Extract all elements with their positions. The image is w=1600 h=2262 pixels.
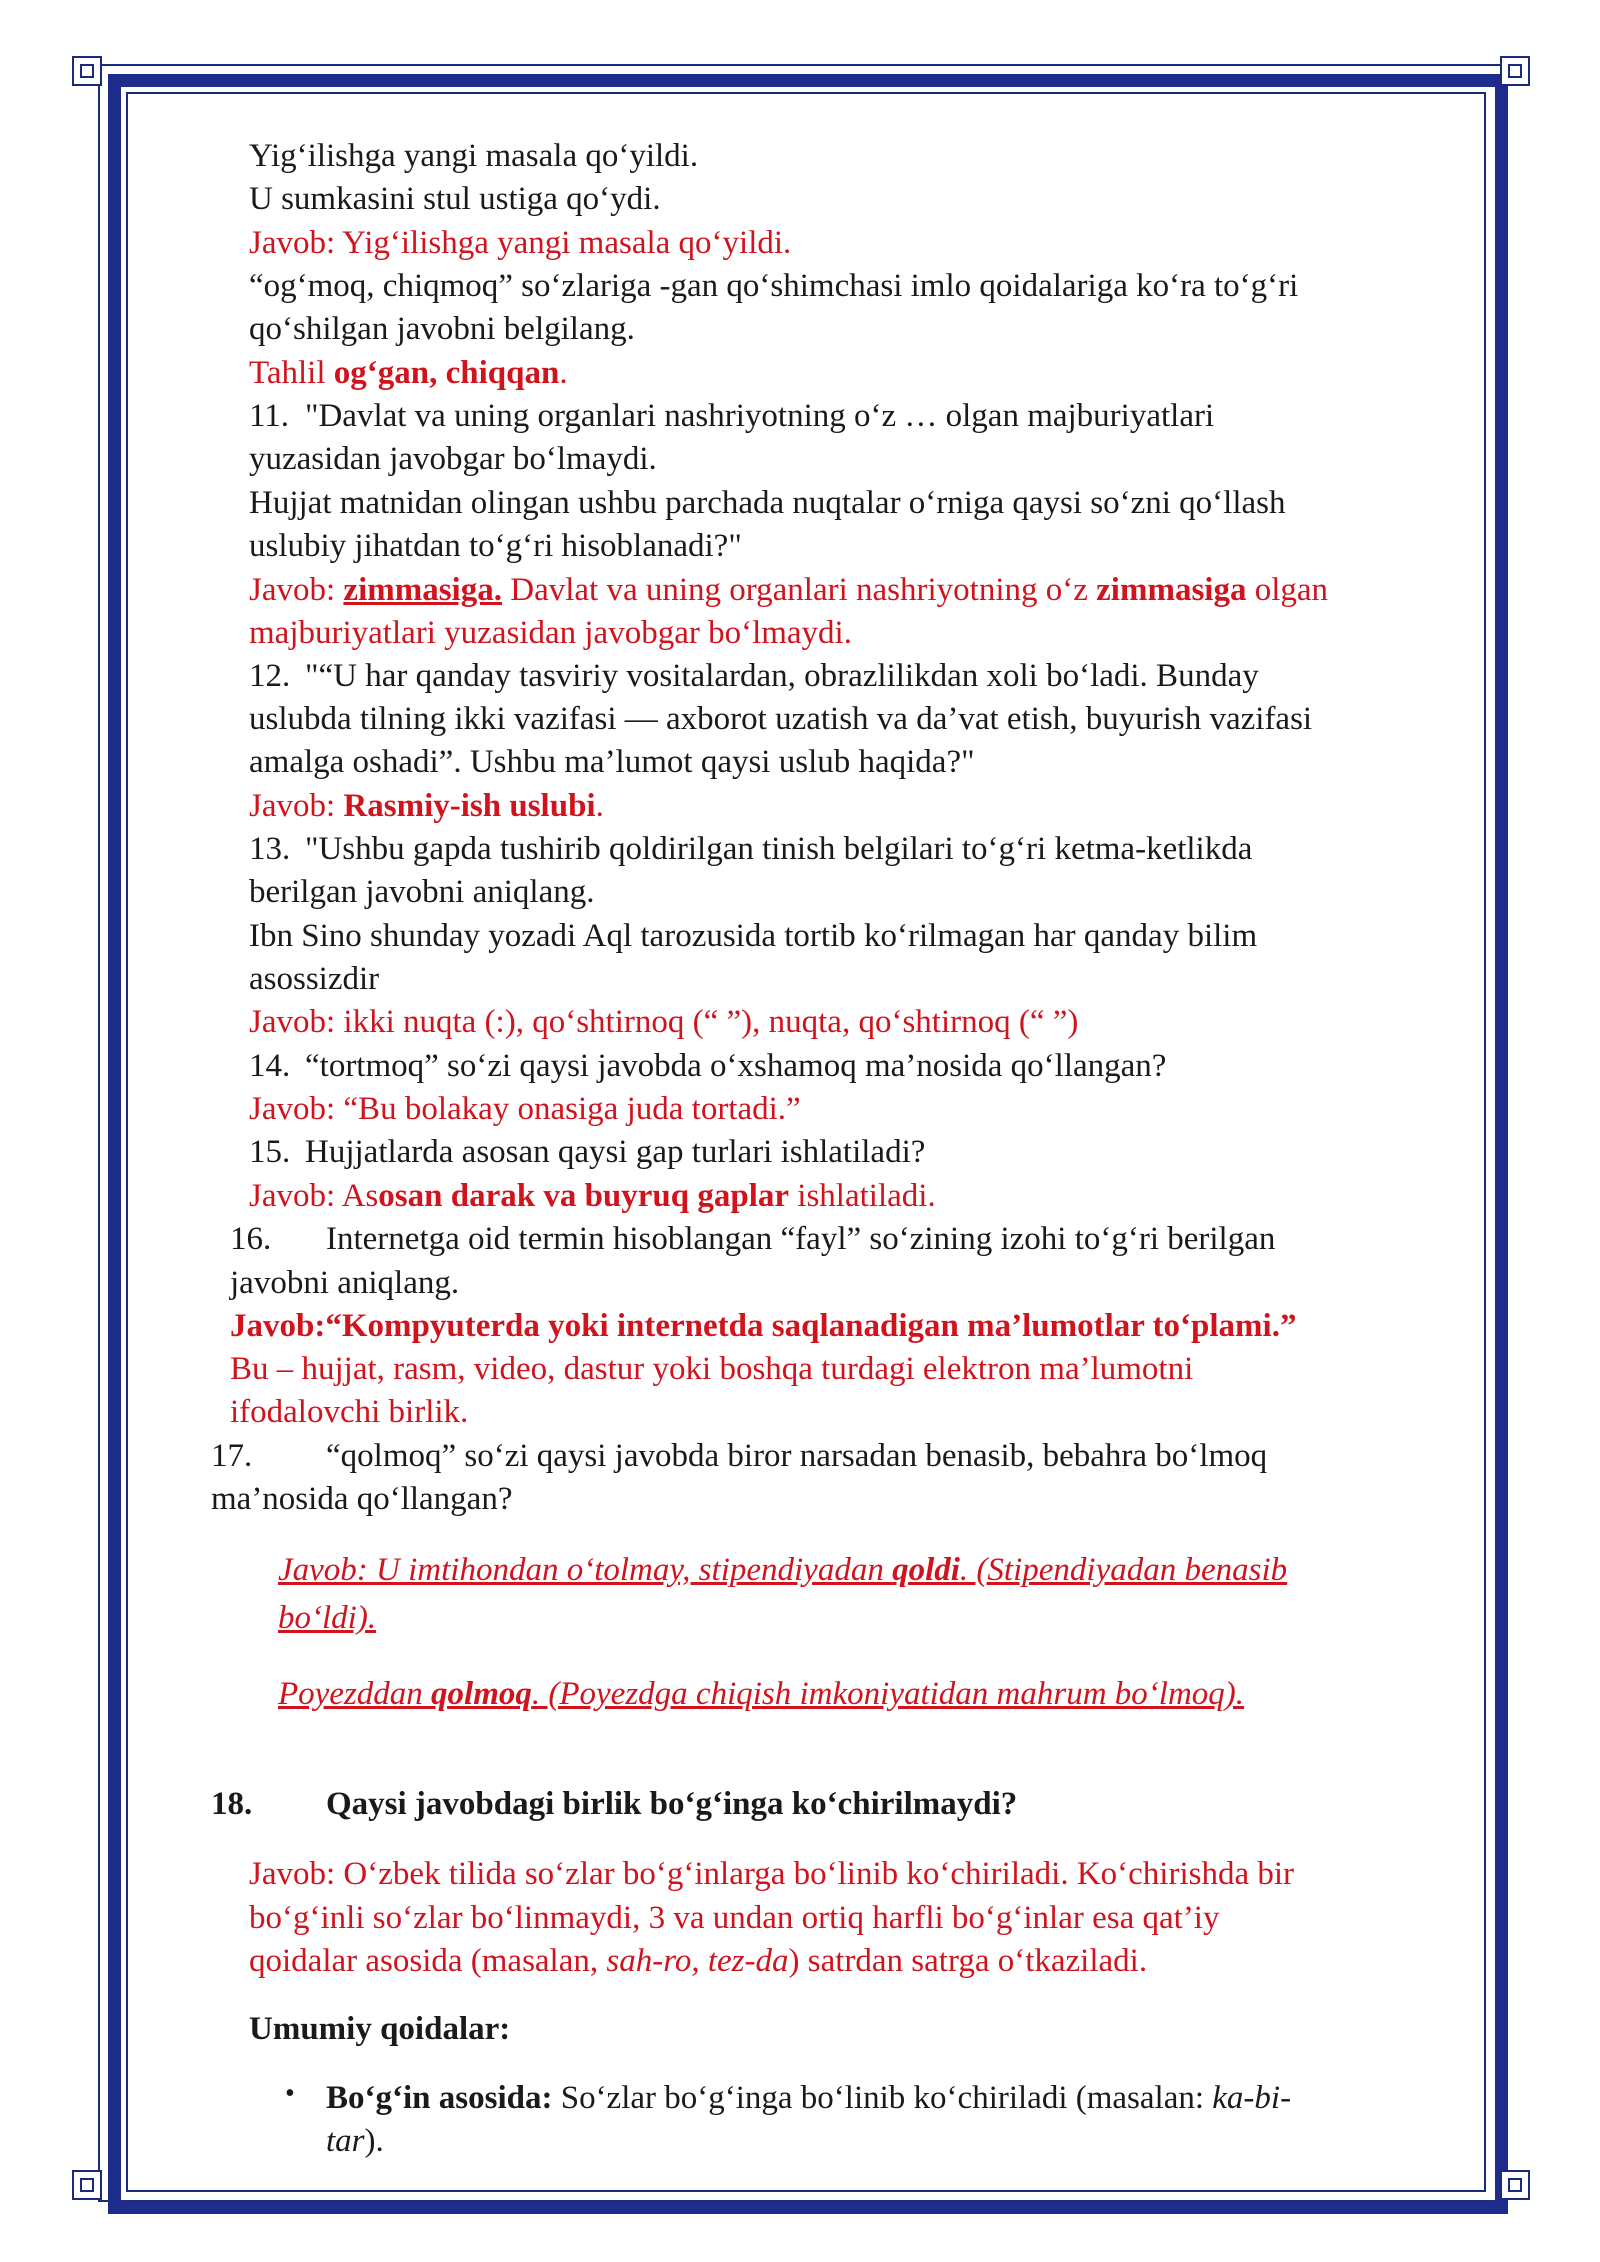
corner-ornament-top-left — [72, 56, 102, 86]
answer-11-cont: majburiyatlari yuzasidan javobgar bo‘lmaydi. — [249, 615, 852, 651]
question-text: "“U har qanday tasviriy vositalardan, obrazlilikdan xoli bo‘ladi. Bunday — [305, 658, 1259, 694]
bullet-text: ). — [364, 2123, 384, 2159]
analysis-answer: og‘gan, chiqqan — [333, 355, 560, 391]
answer-keyword: osan darak va buyruq gaplar — [378, 1178, 790, 1214]
question-text: Qaysi javobdagi birlik bo‘g‘inga ko‘chirilmaydi? — [326, 1786, 1018, 1822]
question-text: amalga oshadi”. Ushbu ma’lumot qaysi uslub haqida?" — [249, 744, 975, 780]
question-number: 11. — [249, 398, 290, 434]
corner-ornament-bottom-left — [72, 2170, 102, 2200]
answer-16-explanation: Bu – hujjat, rasm, video, dastur yoki boshqa turdagi elektron ma’lumotni — [230, 1351, 1194, 1387]
question-12 — [249, 655, 1259, 698]
question-text: Hujjat matnidan olingan ushbu parchada nuqtalar o‘rniga qaysi so‘zni qo‘llash — [249, 485, 1286, 521]
answer-11 — [249, 569, 1328, 612]
question-text: berilgan javobni aniqlang. — [249, 874, 595, 910]
answer-text: Davlat va uning organlari nashriyotning o‘z — [501, 572, 1097, 608]
question-13 — [249, 828, 1252, 871]
question-text: “og‘moq, chiqmoq” so‘zlariga -gan qo‘shimchasi imlo qoidalariga ko‘ra to‘g‘ri — [249, 268, 1299, 304]
answer-example: sah-ro, tez-da — [606, 1943, 789, 1979]
question-17 — [211, 1435, 1267, 1478]
answer-text: olgan — [1246, 572, 1329, 608]
question-18 — [211, 1783, 1017, 1826]
answer-keyword: zimmasiga. — [343, 572, 502, 608]
question-text: “qolmoq” so‘zi qaysi javobda biror narsadan benasib, bebahra bo‘lmoq — [326, 1438, 1268, 1474]
answer-17-example — [278, 1673, 1244, 1716]
answer-18: Javob: O‘zbek tilida so‘zlar bo‘g‘inlarga bo‘linib ko‘chiriladi. Ko‘chirishda bir — [249, 1856, 1295, 1892]
answer-text: . — [595, 788, 604, 824]
answer-text: ishlatiladi. — [789, 1178, 936, 1214]
question-number: 15. — [249, 1134, 291, 1170]
answer-keyword: zimmasiga — [1096, 572, 1247, 608]
question-number: 14. — [249, 1048, 291, 1084]
answer-12 — [249, 785, 604, 828]
question-text: qo‘shilgan javobni belgilang. — [249, 311, 635, 347]
answer-18-cont — [249, 1940, 1147, 1983]
question-number: 17. — [211, 1438, 253, 1474]
bullet-item-1 — [326, 2077, 1291, 2120]
answer-keyword: qoldi — [892, 1552, 960, 1588]
answer-17-cont: bo‘ldi). — [278, 1600, 377, 1636]
question-text: yuzasidan javobgar bo‘lmaydi. — [249, 441, 657, 477]
bullet-icon: • — [285, 2078, 295, 2109]
answer-13: Javob: ikki nuqta (:), qo‘shtirnoq (“ ”), nuqta, qo‘shtirnoq (“ ”) — [249, 1004, 1079, 1040]
rules-heading: Umumiy qoidalar: — [249, 2011, 511, 2047]
question-text: “tortmoq” so‘zi qaysi javobda o‘xshamoq ma’nosida qo‘llangan? — [305, 1048, 1167, 1084]
answer-keyword: Rasmiy-ish uslubi — [343, 788, 596, 824]
question-number: 13. — [249, 831, 291, 867]
answer-10: Javob: Yig‘ilishga yangi masala qo‘yildi. — [249, 225, 792, 261]
question-text: Hujjatlarda asosan qaysi gap turlari ishlatiladi? — [305, 1134, 926, 1170]
bullet-example: tar — [326, 2123, 365, 2159]
answer-16: Javob:“Kompyuterda yoki internetda saqlanadigan ma’lumotlar to‘plami.” — [230, 1308, 1297, 1344]
question-text: uslubiy jihatdan to‘g‘ri hisoblanadi?" — [249, 528, 742, 564]
question-text: javobni aniqlang. — [230, 1265, 460, 1301]
answer-15 — [249, 1175, 936, 1218]
bullet-example: ka-bi- — [1212, 2080, 1292, 2116]
answer-text: Poyezddan — [278, 1676, 432, 1712]
question-text: uslubda tilning ikki vazifasi — axborot uzatish va da’vat etish, buyurish vazifasi — [249, 701, 1313, 737]
corner-ornament-top-right — [1500, 56, 1530, 86]
question-text: ma’nosida qo‘llangan? — [211, 1481, 513, 1517]
answer-keyword: qolmoq — [431, 1676, 532, 1712]
bullet-item-1-cont — [326, 2120, 384, 2163]
question-number: 16. — [230, 1221, 272, 1257]
question-text: asossizdir — [249, 961, 380, 997]
question-text: Ibn Sino shunday yozadi Aql tarozusida tortib ko‘rilmagan har qanday bilim — [249, 918, 1258, 954]
example-sentence-1: Yig‘ilishga yangi masala qo‘yildi. — [249, 138, 699, 174]
answer-16-explanation: ifodalovchi birlik. — [230, 1394, 469, 1430]
analysis-line — [249, 352, 568, 395]
question-text: "Davlat va uning organlari nashriyotning o‘z … olgan majburiyatlari — [305, 398, 1215, 434]
analysis-label: Tahlil — [249, 355, 334, 391]
corner-ornament-bottom-right — [1500, 2170, 1530, 2200]
question-number: 12. — [249, 658, 291, 694]
answer-text: Javob: U imtihondan o‘tolmay, stipendiyadan — [278, 1552, 893, 1588]
answer-label: Javob: — [249, 572, 344, 608]
bullet-text: So‘zlar bo‘g‘inga bo‘linib ko‘chiriladi (masalan: — [552, 2080, 1213, 2116]
answer-label: Javob: — [249, 788, 344, 824]
question-text: Internetga oid termin hisoblangan “fayl” so‘zining izohi to‘g‘ri berilgan — [326, 1221, 1276, 1257]
answer-text: qoidalar asosida (masalan, — [249, 1943, 607, 1979]
answer-17 — [278, 1549, 1287, 1592]
question-text: "Ushbu gapda tushirib qoldirilgan tinish belgilari to‘g‘ri ketma-ketlikda — [305, 831, 1253, 867]
question-15 — [249, 1131, 925, 1174]
answer-text: ) satrdan satrga o‘tkaziladi. — [788, 1943, 1148, 1979]
answer-18-cont: bo‘g‘inli so‘zlar bo‘linmaydi, 3 va undan ortiq harfli bo‘g‘inlar esa qat’iy — [249, 1900, 1220, 1936]
answer-text: . (Poyezdga chiqish imkoniyatidan mahrum bo‘lmoq). — [531, 1676, 1245, 1712]
answer-text: . (Stipendiyadan benasib — [959, 1552, 1288, 1588]
question-14 — [249, 1045, 1166, 1088]
question-16 — [230, 1218, 1275, 1261]
answer-14: Javob: “Bu bolakay onasiga juda tortadi.” — [249, 1091, 801, 1127]
bullet-label: Bo‘g‘in asosida: — [326, 2080, 553, 2116]
analysis-period: . — [559, 355, 568, 391]
question-number: 18. — [211, 1786, 253, 1822]
answer-label: Javob: As — [249, 1178, 379, 1214]
question-11 — [249, 395, 1214, 438]
example-sentence-2: U sumkasini stul ustiga qo‘ydi. — [249, 181, 661, 217]
